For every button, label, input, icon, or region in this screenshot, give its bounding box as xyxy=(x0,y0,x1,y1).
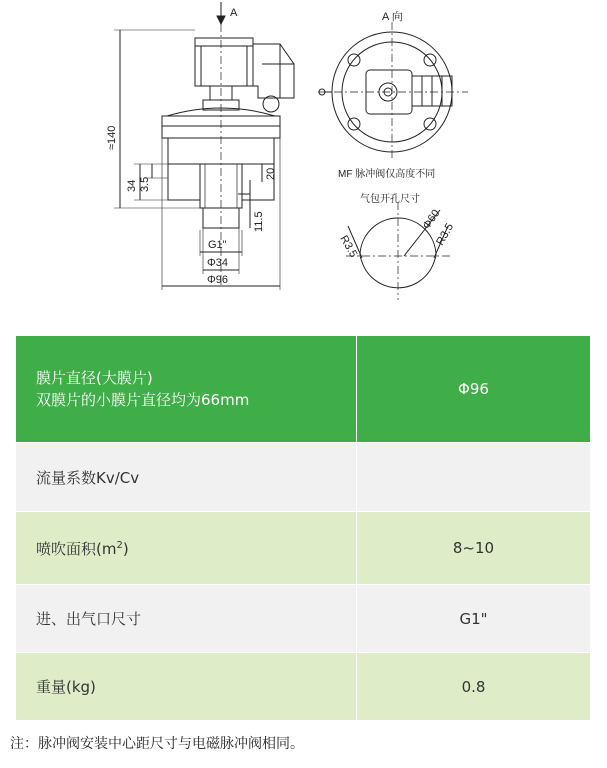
table-row xyxy=(16,443,590,512)
dim-phi96-label: Φ96 xyxy=(207,274,229,286)
blow-area-label xyxy=(16,512,357,585)
table-row xyxy=(16,585,590,653)
weight-value: 0.8 xyxy=(357,653,591,721)
arrow-a-label: A xyxy=(230,7,238,19)
dim-phi60-label: Φ60 xyxy=(420,207,443,232)
flow-coefficient-label: 流量系数Kv/Cv xyxy=(16,443,357,512)
weight-label: 重量(kg) xyxy=(16,653,357,721)
diaphragm-label xyxy=(16,336,357,443)
blow-area-value: 8~10 xyxy=(357,512,591,585)
blow-area-label-sup: 2 xyxy=(116,539,123,551)
footnote: 注：脉冲阀安装中心距尺寸与电磁脉冲阀相同。 xyxy=(10,736,304,752)
table-row xyxy=(16,336,590,443)
dim-r-left-label: R3.5 xyxy=(337,233,360,260)
dim-3-5-label: 3.5 xyxy=(139,176,151,192)
view-a-label: A 向 xyxy=(382,11,403,23)
diaphragm-label-line1: 膜片直径(大膜片) xyxy=(36,369,153,387)
diaphragm-label-line2: 双膜片的小膜片直径均为66mm xyxy=(36,391,250,409)
blow-area-label-suffix: ) xyxy=(122,539,129,558)
mf-height-note: MF 脉冲阀仅高度不同 xyxy=(338,169,436,180)
dim-height-label: ≈140 xyxy=(106,125,118,150)
port-size-value: G1" xyxy=(357,585,591,653)
dim-34-label: 34 xyxy=(126,179,138,192)
port-size-label: 进、出气口尺寸 xyxy=(16,585,357,653)
dim-phi34-label: Φ34 xyxy=(207,257,229,269)
table-row xyxy=(16,653,590,721)
blow-area-label-prefix: 喷吹面积(m xyxy=(36,539,117,558)
flow-coefficient-value xyxy=(357,443,591,512)
valve-technical-drawing xyxy=(0,0,607,330)
dim-20-label: 20 xyxy=(265,167,277,180)
spec-table xyxy=(16,335,590,721)
hole-size-title: 气包开孔尺寸 xyxy=(360,194,420,205)
dim-r-right-label: R3.5 xyxy=(434,221,457,248)
dim-g1-label: G1" xyxy=(208,239,227,251)
dim-11-5-label: 11.5 xyxy=(253,211,265,232)
diaphragm-value: Φ96 xyxy=(357,336,591,443)
table-row xyxy=(16,512,590,585)
